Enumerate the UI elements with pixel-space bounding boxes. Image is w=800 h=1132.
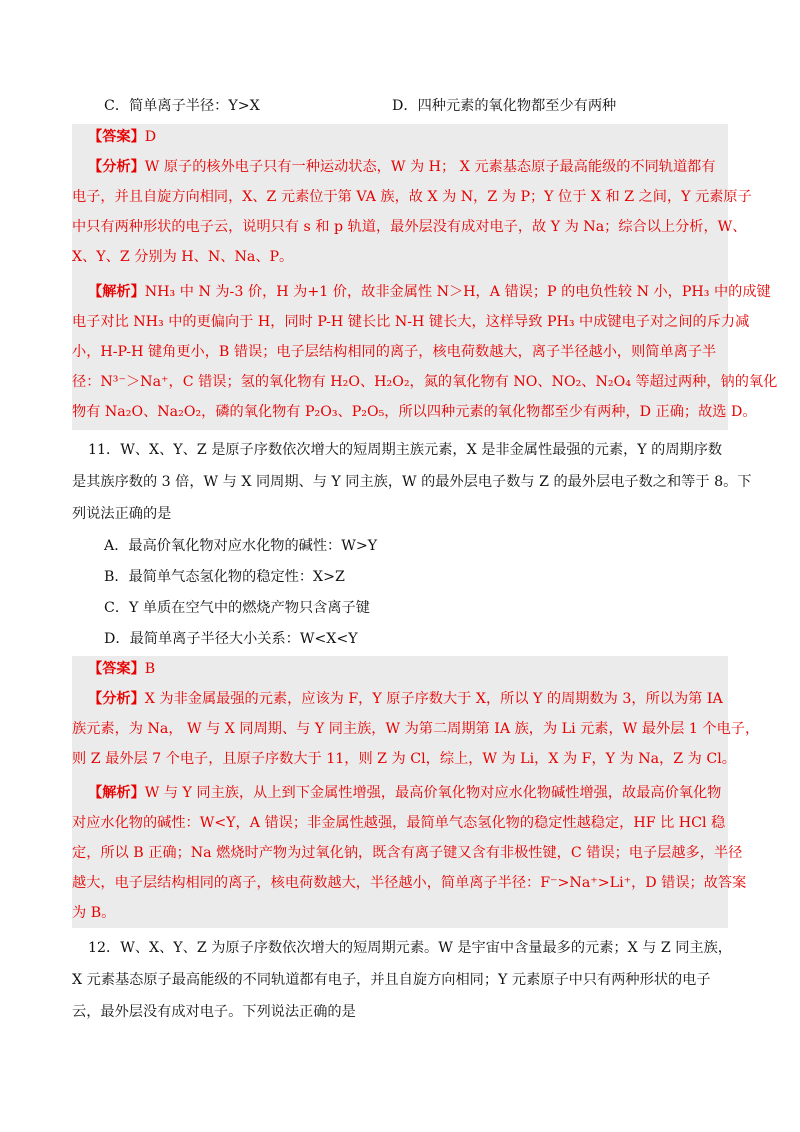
analysis-text: W 原子的核外电子只有一种运动状态，W 为 H； X 元素基态原子最高能级的不同轨道都有	[144, 159, 716, 175]
q12-stem-line: 12．W、X、Y、Z 为原子序数依次增大的短周期元素。W 是宇宙中含量最多的元素；X 与 Z 同主族，	[88, 940, 732, 956]
q12-stem-line: X 元素基态原子最高能级的不同轨道都有电子，并且自旋方向相同；Y 元素原子中只有两种形状的电子	[72, 972, 711, 988]
q11-explain-line: 为 B。	[72, 905, 116, 921]
q10-option-d: D．四种元素的氧化物都至少有两种	[392, 98, 617, 114]
analysis-label: 【分析】	[88, 159, 145, 175]
q11-option-b: B．最简单气态氢化物的稳定性：X>Z	[104, 569, 345, 585]
q11-explain-line: 对应水化物的碱性：W<Y，A 错误；非金属性越强，最简单气态氢化物的稳定性越稳定，HF 比 HCl 稳	[72, 815, 726, 831]
q11-analysis-line	[88, 689, 728, 709]
q10-answer	[88, 127, 728, 147]
q11-option-c: C．Y 单质在空气中的燃烧产物只含离子键	[104, 600, 370, 616]
analysis-text: X 为非金属最强的元素，应该为 F，Y 原子序数大于 X，所以 Y 的周期数为 3，所以为第 IA	[144, 691, 723, 707]
q10-option-c: C．简单离子半径：Y>X	[104, 98, 260, 114]
explain-label: 【解析】	[88, 785, 145, 801]
q11-explain-line: 越大，电子层结构相同的离子，核电荷数越大，半径越小，简单离子半径：F⁻>Na⁺>Li⁺，D 错误；故答案	[72, 875, 747, 891]
explain-text: W 与 Y 同主族，从上到下金属性增强，最高价氧化物对应水化物碱性增强，故最高价氧化物	[144, 785, 722, 801]
answer-label: 【答案】	[88, 661, 145, 677]
q10-explain-line	[88, 282, 771, 302]
q10-explain-line: 径：N³⁻＞Na⁺，C 错误；氢的氧化物有 H₂O、H₂O₂，氮的氧化物有 NO、NO₂、N₂O₄ 等超过两种，钠的氧化	[72, 374, 778, 390]
q11-stem-line: 列说法正确的是	[72, 506, 172, 522]
q12-stem-line: 云，最外层没有成对电子。下列说法正确的是	[72, 1004, 356, 1020]
answer-label: 【答案】	[88, 129, 145, 145]
q11-explain-line: 定，所以 B 正确；Na 燃烧时产物为过氧化钠，既含有离子键又含有非极性键，C 错误；电子层越多，半径	[72, 845, 743, 861]
q11-analysis-line: 族元素，为 Na， W 与 X 同周期、与 Y 同主族，W 为第二周期第 IA 族，为 Li 元素，W 最外层 1 个电子，	[72, 721, 760, 737]
q11-stem-line: 11．W、X、Y、Z 是原子序数依次增大的短周期主族元素，X 是非金属性最强的元素，Y 的周期序数	[88, 442, 723, 458]
q10-analysis-line: X、Y、Z 分别为 H、N、Na、P。	[72, 249, 294, 265]
analysis-label: 【分析】	[88, 691, 145, 707]
explain-text: NH₃ 中 N 为-3 价，H 为+1 价，故非金属性 N＞H，A 错误；P 的电负性较 N 小，PH₃ 中的成键	[144, 284, 771, 300]
q11-analysis-line: 则 Z 最外层 7 个电子，且原子序数大于 11，则 Z 为 Cl，综上，W 为 Li，X 为 F，Y 为 Na，Z 为 Cl。	[72, 751, 736, 767]
q11-stem-line: 是其族序数的 3 倍，W 与 X 同周期、与 Y 同主族，W 的最外层电子数与 Z 的最外层电子数之和等于 8。下	[72, 474, 752, 490]
explain-label: 【解析】	[88, 284, 145, 300]
q11-explain-line	[88, 783, 728, 803]
q11-answer	[88, 659, 728, 679]
q10-analysis-line: 电子，并且自旋方向相同，X、Z 元素位于第 VA 族，故 X 为 N，Z 为 P；Y 位于 X 和 Z 之间，Y 元素原子	[72, 189, 752, 205]
q10-analysis-line: 中只有两种形状的电子云，说明只有 s 和 p 轨道，最外层没有成对电子，故 Y 为 Na；综合以上分析，W、	[72, 219, 747, 235]
q10-explain-line: 电子对比 NH₃ 中的更偏向于 H，同时 P-H 键长比 N-H 键长大，这样导致 PH₃ 中成键电子对之间的斥力减	[72, 314, 750, 330]
q10-explain-line: 物有 Na₂O、Na₂O₂，磷的氧化物有 P₂O₃、P₂O₅，所以四种元素的氧化物都至少有两种，D 正确；故选 D。	[72, 404, 757, 420]
q11-option-a: A．最高价氧化物对应水化物的碱性：W>Y	[104, 538, 378, 554]
q10-analysis-line	[88, 157, 728, 177]
q10-explain-line: 小，H-P-H 键角更小，B 错误；电子层结构相同的离子，核电荷数越大，离子半径越小，则简单离子半	[72, 344, 717, 360]
answer-value: B	[144, 661, 156, 677]
q11-option-d: D．最简单离子半径大小关系：W<X<Y	[104, 631, 358, 647]
answer-value: D	[144, 129, 157, 145]
